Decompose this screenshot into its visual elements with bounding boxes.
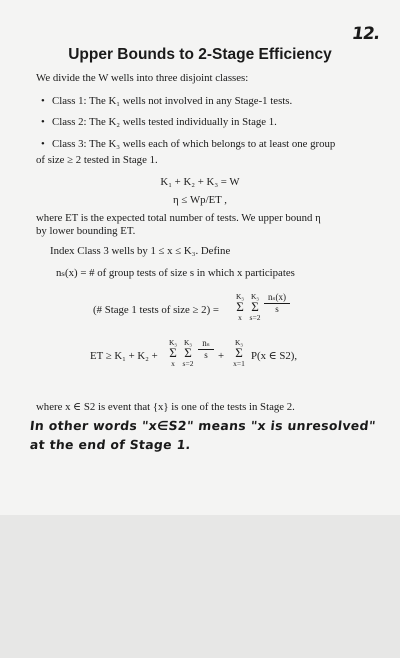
sum-symbol: K₃ Σ x bbox=[235, 292, 245, 322]
bullet-class-2: Class 2: The K₂ wells tested individually in Stage 1. bbox=[52, 116, 277, 128]
blank-page-bottom bbox=[0, 515, 400, 658]
plus-sign: + bbox=[218, 350, 225, 362]
bullet-class-1: Class 1: The K₁ wells not involved in any Stage-1 tests. bbox=[52, 95, 293, 107]
equation-et-left: ET ≥ K₁ + K₂ + bbox=[90, 350, 158, 362]
sum-symbol: K₃ Σ x bbox=[168, 338, 178, 368]
intro-text: We divide the W wells into three disjoint classes: bbox=[36, 72, 249, 84]
page-number: 12. bbox=[350, 24, 381, 44]
event-definition: where x ∈ S2 is event that {x} is one of the tests in Stage 2. bbox=[36, 401, 295, 413]
handwritten-note-line2: at the end of Stage 1. bbox=[29, 437, 192, 452]
ns-definition: nₛ(x) = # of group tests of size s in which x participates bbox=[56, 267, 295, 279]
fraction: nₛ(x) s bbox=[264, 292, 290, 315]
equation-efficiency-bound: η ≤ Wp/ET , bbox=[173, 194, 227, 206]
paragraph-et-line2: by lower bounding ET. bbox=[36, 225, 136, 237]
bullet-class-3: Class 3: The K₃ wells each of which belongs to at least one group bbox=[52, 138, 336, 150]
equation-stage1-left: (# Stage 1 tests of size ≥ 2) = bbox=[93, 304, 219, 316]
sum-symbol: K₃ Σ s=2 bbox=[182, 338, 194, 368]
handwritten-note-line1: In other words "x∈S2" means "x is unresolved" bbox=[29, 418, 377, 433]
fraction: nₛ s bbox=[198, 338, 214, 361]
page-title: Upper Bounds to 2-Stage Efficiency bbox=[68, 46, 332, 63]
index-definition: Index Class 3 wells by 1 ≤ x ≤ K₃. Define bbox=[50, 245, 231, 257]
bullet-dot: • bbox=[41, 95, 45, 107]
equation-wells-sum: K₁ + K₂ + K₃ = W bbox=[160, 176, 240, 188]
bullet-class-3-cont: of size ≥ 2 tested in Stage 1. bbox=[36, 154, 158, 166]
bullet-dot: • bbox=[41, 138, 45, 150]
sum-symbol: K₃ Σ s=2 bbox=[249, 292, 261, 322]
equation-et-right: P(x ∈ S2), bbox=[251, 350, 298, 362]
sum-symbol: K₃ Σ x=1 bbox=[233, 338, 245, 368]
paragraph-et-line1: where ET is the expected total number of tests. We upper bound η bbox=[36, 212, 321, 224]
bullet-dot: • bbox=[41, 116, 45, 128]
